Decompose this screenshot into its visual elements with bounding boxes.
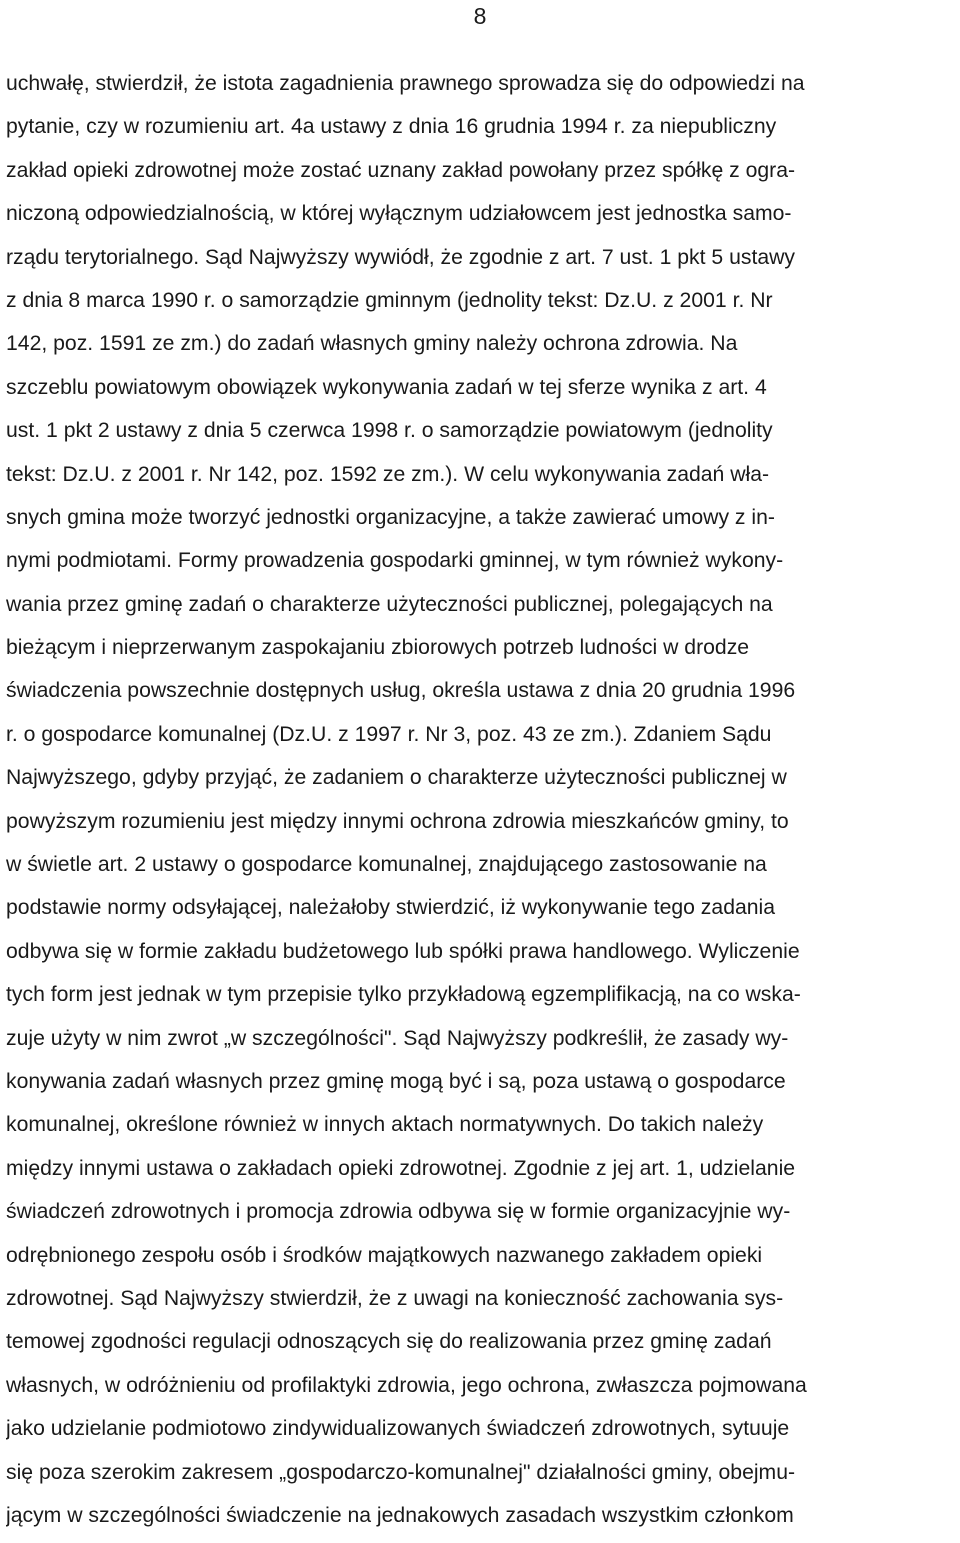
text-line-16: r. o gospodarce komunalnej (Dz.U. z 1997 r. Nr 3, poz. 43 ze zm.). Zdaniem Sądu: [6, 722, 772, 746]
text-line-2: pytanie, czy w rozumieniu art. 4a ustawy z dnia 16 grudnia 1994 r. za niepubliczny: [6, 115, 777, 139]
text-line-15: świadczenia powszechnie dostępnych usług, określa ustawa z dnia 20 grudnia 1996: [6, 679, 796, 703]
text-line-28: odrębnionego zespołu osób i środków majątkowych nazwanego zakładem opieki: [6, 1243, 763, 1267]
text-line-12: nymi podmiotami. Formy prowadzenia gospodarki gminnej, w tym również wykony-: [6, 549, 784, 573]
text-line-23: zuje użyty w nim zwrot „w szczególności". Sąd Najwyższy podkreślił, że zasady wy-: [6, 1026, 789, 1050]
document-body: [6, 62, 954, 1537]
text-line-33: się poza szerokim zakresem „gospodarczo-komunalnej" działalności gminy, obejmu-: [6, 1460, 796, 1484]
text-line-22: tych form jest jednak w tym przepisie tylko przykładową egzemplifikacją, na co wska-: [6, 983, 801, 1007]
text-line-29: zdrowotnej. Sąd Najwyższy stwierdził, że z uwagi na konieczność zachowania sys-: [6, 1286, 784, 1310]
text-line-26: między innymi ustawa o zakładach opieki zdrowotnej. Zgodnie z jej art. 1, udzielanie: [6, 1156, 796, 1180]
text-line-32: jako udzielanie podmiotowo zindywidualizowanych świadczeń zdrowotnych, sytuuje: [6, 1417, 790, 1441]
text-line-11: snych gmina może tworzyć jednostki organizacyjne, a także zawierać umowy z in-: [6, 505, 775, 529]
text-line-18: powyższym rozumieniu jest między innymi ochrona zdrowia mieszkańców gminy, to: [6, 809, 789, 833]
text-line-4: niczoną odpowiedzialnością, w której wyłącznym udziałowcem jest jednostka samo-: [6, 202, 792, 226]
text-line-5: rządu terytorialnego. Sąd Najwyższy wywiódł, że zgodnie z art. 7 ust. 1 pkt 5 ustawy: [6, 245, 796, 269]
text-line-19: w świetle art. 2 ustawy o gospodarce komunalnej, znajdującego zastosowanie na: [6, 853, 767, 877]
text-line-34: jącym w szczególności świadczenie na jednakowych zasadach wszystkim członkom: [6, 1503, 794, 1527]
text-line-30: temowej zgodności regulacji odnoszących się do realizowania przez gminę zadań: [6, 1330, 772, 1354]
text-line-8: szczeblu powiatowym obowiązek wykonywania zadań w tej sferze wynika z art. 4: [6, 375, 767, 399]
text-line-13: wania przez gminę zadań o charakterze użyteczności publicznej, polegających na: [6, 592, 773, 616]
text-line-20: podstawie normy odsyłającej, należałoby stwierdzić, iż wykonywanie tego zadania: [6, 896, 776, 920]
text-line-25: komunalnej, określone również w innych aktach normatywnych. Do takich należy: [6, 1113, 764, 1137]
text-line-6: z dnia 8 marca 1990 r. o samorządzie gminnym (jednolity tekst: Dz.U. z 2001 r. Nr: [6, 288, 773, 312]
page-number: 8: [473, 3, 487, 29]
text-line-24: konywania zadań własnych przez gminę mogą być i są, poza ustawą o gospodarce: [6, 1069, 786, 1093]
text-line-17: Najwyższego, gdyby przyjąć, że zadaniem o charakterze użyteczności publicznej w: [6, 766, 787, 790]
text-line-14: bieżącym i nieprzerwanym zaspokajaniu zbiorowych potrzeb ludności w drodze: [6, 636, 750, 660]
text-line-10: tekst: Dz.U. z 2001 r. Nr 142, poz. 1592 ze zm.). W celu wykonywania zadań wła-: [6, 462, 770, 486]
text-line-3: zakład opieki zdrowotnej może zostać uznany zakład powołany przez spółkę z ogra-: [6, 158, 796, 182]
text-line-21: odbywa się w formie zakładu budżetowego lub spółki prawa handlowego. Wyliczenie: [6, 939, 800, 963]
text-line-9: ust. 1 pkt 2 ustawy z dnia 5 czerwca 1998 r. o samorządzie powiatowym (jednolity: [6, 419, 773, 443]
text-line-7: 142, poz. 1591 ze zm.) do zadań własnych gminy należy ochrona zdrowia. Na: [6, 332, 738, 356]
text-line-27: świadczeń zdrowotnych i promocja zdrowia odbywa się w formie organizacyjnie wy-: [6, 1200, 791, 1224]
text-line-31: własnych, w odróżnieniu od profilaktyki zdrowia, jego ochrona, zwłaszcza pojmowana: [6, 1373, 807, 1397]
text-line-1: uchwałę, stwierdził, że istota zagadnienia prawnego sprowadza się do odpowiedzi na: [6, 72, 805, 95]
